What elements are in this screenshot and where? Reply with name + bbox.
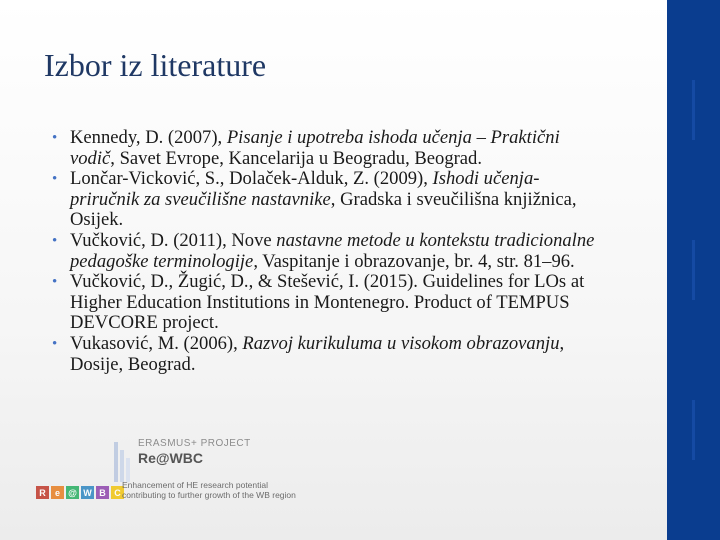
logo-tile: e — [51, 486, 64, 499]
reference-item — [48, 334, 608, 375]
reference-item — [48, 128, 608, 169]
reference-details: , Vaspitanje i obrazovanje, br. 4, str. 81–96. — [253, 250, 575, 272]
reference-item — [48, 231, 608, 272]
logo-tile: @ — [66, 486, 79, 499]
slide-title: Izbor iz literature — [44, 47, 267, 83]
reference-details: , Dosije, Beograd. — [70, 332, 565, 375]
logo-tile: C — [111, 486, 124, 499]
logo-tiles — [36, 486, 124, 499]
logo-line-2: Re@WBC — [138, 450, 203, 466]
reference-item — [48, 272, 608, 334]
logo-line-1: ERASMUS+ PROJECT — [138, 438, 251, 449]
reference-details: , Savet Evrope, Kancelarija u Beogradu, Beograd. — [110, 147, 483, 169]
reference-list — [48, 128, 608, 375]
reference-details: , Gradska i sveučilišna knjižnica, Osijek. — [70, 188, 577, 231]
reference-title: Ishodi učenja-priručnik za sveučilišne nastavnike — [70, 168, 540, 210]
reference-title: nastavne metode u kontekstu tradicionalne pedagoške terminologije — [70, 229, 595, 272]
logo-tile: R — [36, 486, 49, 499]
reference-author: Vučković, D., Žugić, D., & Stešević, I. (2015). Guidelines for LOs at Higher Education Institutions in Montenegro. Product of TEMPUS DEVCORE project. — [70, 271, 585, 334]
side-bar-mark — [692, 240, 695, 300]
reference-author: Vukasović, M. (2006), — [70, 332, 243, 354]
reference-item — [48, 169, 608, 231]
logo-tile: W — [81, 486, 94, 499]
project-logo — [36, 436, 336, 508]
logo-tile: B — [96, 486, 109, 499]
side-accent-bar — [667, 0, 720, 540]
reference-author: Kennedy, D. (2007), — [70, 127, 227, 148]
side-bar-mark — [692, 400, 695, 460]
reference-title: Razvoj kurikuluma u visokom obrazovanju — [242, 332, 560, 354]
reference-author: Vučković, D. (2011), Nove — [70, 229, 277, 251]
side-bar-mark — [692, 80, 695, 140]
logo-line-3: Enhancement of HE research potential — [122, 480, 269, 490]
reference-author: Lončar-Vicković, S., Dolaček-Alduk, Z. (2009), — [70, 168, 433, 190]
reference-title: Pisanje i upotreba ishoda učenja – Praktični vodič — [70, 127, 560, 169]
logo-line-4: contributing to further growth of the WB region — [122, 490, 296, 500]
